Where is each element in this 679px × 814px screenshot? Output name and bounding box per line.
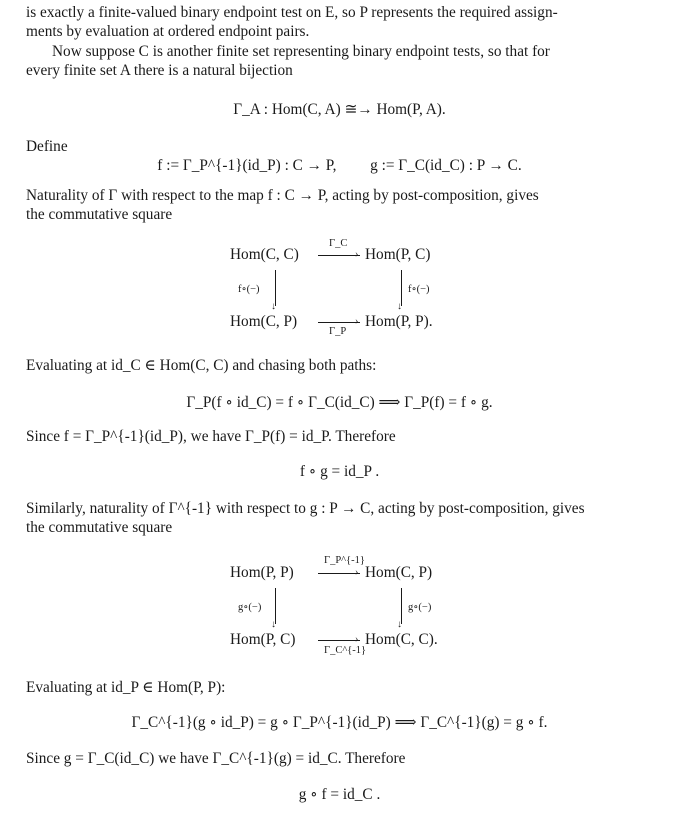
diagram-node: Hom(P, P) (230, 564, 294, 581)
arrow-label: f∘(−) (238, 284, 260, 295)
display-equation: Γ_A : Hom(C, A) ≅→ Hom(P, A). (233, 101, 446, 118)
arrow-label: Γ_P^{-1} (324, 555, 365, 566)
arrow-label: Γ_P (329, 326, 347, 337)
paragraph-line: Now suppose C is another finite set representing binary endpoint tests, so that for (52, 43, 550, 60)
display-equation (0, 157, 679, 175)
diagram-node: Hom(C, P) (365, 564, 433, 581)
arrow-label: g∘(−) (408, 602, 432, 613)
arrow-line (318, 640, 360, 641)
paragraph-line: is exactly a finite-valued binary endpoint test on E, so P represents the required assign- (26, 4, 558, 21)
paragraph-line: Evaluating at id_P ∈ Hom(P, P): (26, 679, 226, 696)
paragraph-line: Similarly, naturality of Γ^{-1} with respect to g : P → C, acting by post-composition, gives (26, 500, 585, 517)
display-equation: f ∘ g = id_P . (299, 463, 380, 480)
diagram-node: Hom(P, P). (365, 313, 433, 330)
equation-g: g := Γ_C(id_C) : P → C. (370, 157, 522, 174)
diagram-node: Hom(P, C) (230, 631, 296, 648)
arrow-head-right-icon: › (355, 249, 359, 260)
paragraph-line: ments by evaluation at ordered endpoint pairs. (26, 23, 310, 40)
arrow-head-down-icon: ↓ (271, 619, 276, 630)
diagram-node: Hom(C, C) (230, 246, 299, 263)
paragraph-line: Naturality of Γ with respect to the map f : C → P, acting by post-composition, gives (26, 187, 539, 204)
display-equation: Γ_C^{-1}(g ∘ id_P) = g ∘ Γ_P^{-1}(id_P) ⟹ Γ_C^{-1}(g) = g ∘ f. (131, 714, 548, 731)
arrow-head-right-icon: › (355, 316, 359, 327)
arrow-label: f∘(−) (408, 284, 430, 295)
arrow-head-down-icon: ↓ (271, 301, 276, 312)
arrow-head-right-icon: › (355, 567, 359, 578)
paragraph-line: Define (26, 138, 68, 155)
arrow-line (318, 255, 360, 256)
paragraph-line: Since g = Γ_C(id_C) we have Γ_C^{-1}(g) = id_C. Therefore (26, 750, 406, 767)
display-equation: g ∘ f = id_C . (298, 786, 381, 803)
paragraph-line: the commutative square (26, 206, 173, 223)
arrow-head-down-icon: ↓ (397, 619, 402, 630)
display-equation: Γ_P(f ∘ id_C) = f ∘ Γ_C(id_C) ⟹ Γ_P(f) = f ∘ g. (186, 394, 493, 411)
paragraph-line: Since f = Γ_P^{-1}(id_P), we have Γ_P(f) = id_P. Therefore (26, 428, 396, 445)
paragraph-line: every finite set A there is a natural bijection (26, 62, 293, 79)
arrow-label: Γ_C (329, 238, 348, 249)
diagram-node: Hom(C, C). (365, 631, 438, 648)
arrow-line (318, 322, 360, 323)
diagram-node: Hom(P, C) (365, 246, 431, 263)
diagram-node: Hom(C, P) (230, 313, 298, 330)
arrow-line (318, 573, 360, 574)
arrow-head-down-icon: ↓ (397, 301, 402, 312)
arrow-label: Γ_C^{-1} (324, 645, 367, 656)
paragraph-line: the commutative square (26, 519, 173, 536)
arrow-label: g∘(−) (238, 602, 262, 613)
equation-f: f := Γ_P^{-1}(id_P) : C → P, (157, 157, 337, 174)
arrow-head-right-icon: › (355, 634, 359, 645)
paragraph-line: Evaluating at id_C ∈ Hom(C, C) and chasing both paths: (26, 357, 377, 374)
